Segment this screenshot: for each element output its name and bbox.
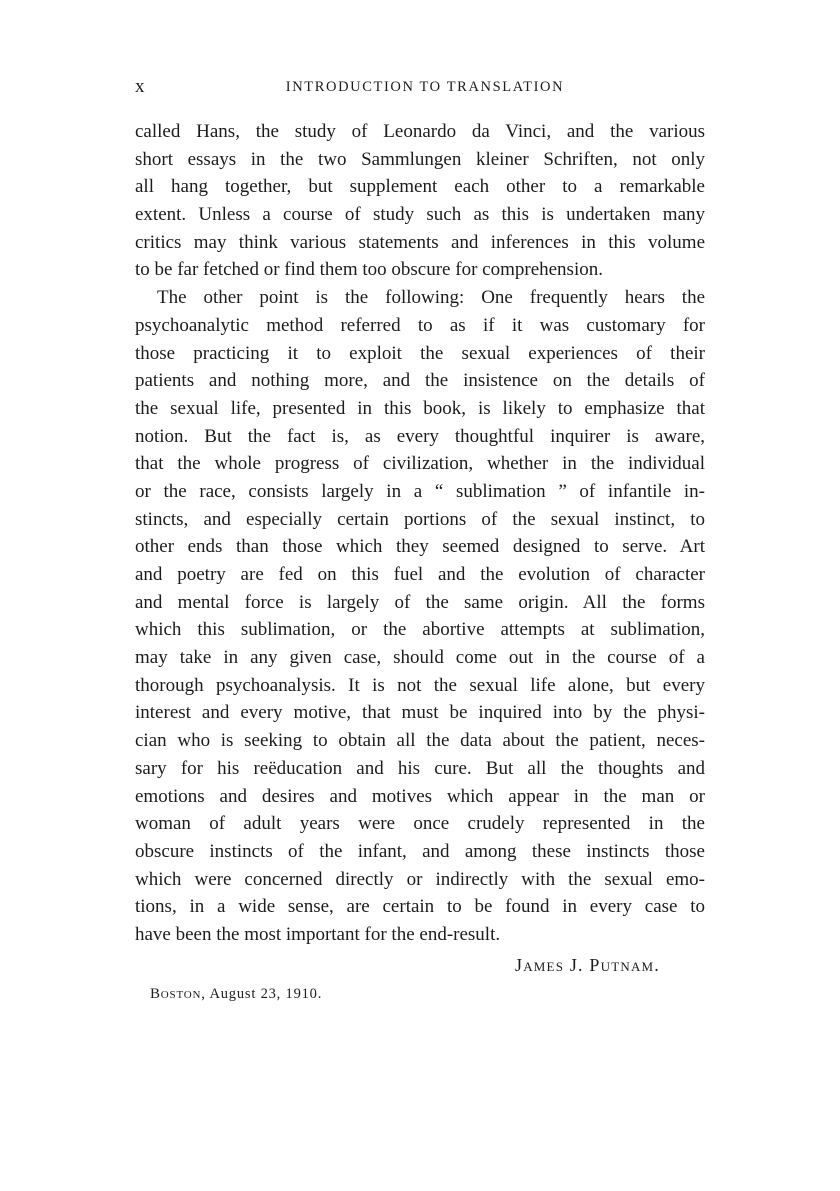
text-line: notion. But the fact is, as every thoughtful inquirer is aware, (135, 425, 705, 447)
text-line: sary for his reëducation and his cure. But all the thoughts and (135, 757, 705, 779)
paragraph-continued (135, 118, 705, 284)
text-line: have been the most important for the end-result. (135, 923, 501, 945)
text-line: which this sublimation, or the abortive attempts at sublimation, (135, 619, 705, 641)
text-line: those practicing it to exploit the sexual experiences of their (135, 342, 705, 364)
text-line: obscure instincts of the infant, and among these instincts those (135, 840, 705, 862)
running-head (135, 76, 705, 98)
paragraph-other-point (135, 284, 705, 949)
body-text (135, 118, 705, 949)
text-line: The other point is the following: One frequently hears the (157, 287, 705, 309)
text-line: interest and every motive, that must be inquired into by the physi- (135, 702, 705, 724)
text-line: stincts, and especially certain portions of the sexual instinct, to (135, 508, 705, 530)
text-line: woman of adult years were once crudely represented in the (135, 813, 705, 835)
page-number: x (135, 76, 146, 97)
text-line: and mental force is largely of the same origin. All the forms (135, 591, 705, 613)
text-line: short essays in the two Sammlungen kleiner Schriften, not only (135, 148, 705, 170)
text-line: patients and nothing more, and the insistence on the details of (135, 370, 705, 392)
author-signature: James J. Putnam. (515, 955, 661, 975)
text-line: that the whole progress of civilization, whether in the individual (135, 453, 705, 475)
text-line: psychoanalytic method referred to as if it was customary for (135, 314, 705, 336)
running-head-title: INTRODUCTION TO TRANSLATION (285, 79, 565, 95)
text-line: tions, in a wide sense, are certain to be found in every case to (135, 896, 705, 918)
text-line: critics may think various statements and inferences in this volume (135, 231, 705, 253)
text-line: all hang together, but supplement each other to a remarkable (135, 176, 705, 198)
text-line: thorough psychoanalysis. It is not the sexual life alone, but every (135, 674, 705, 696)
dateline-date: August 23, 1910. (209, 986, 323, 1002)
text-line: extent. Unless a course of study such as this is undertaken many (135, 204, 705, 226)
text-line: the sexual life, presented in this book, is likely to emphasize that (135, 397, 705, 419)
text-line: may take in any given case, should come out in the course of a (135, 647, 705, 669)
dateline-place: Boston, (150, 986, 206, 1002)
text-line: to be far fetched or find them too obscure for comprehension. (135, 259, 603, 281)
text-line: which were concerned directly or indirectly with the sexual emo- (135, 868, 705, 890)
text-line: other ends than those which they seemed designed to serve. Art (135, 536, 705, 558)
text-line: called Hans, the study of Leonardo da Vinci, and the various (135, 121, 705, 142)
text-line: emotions and desires and motives which appear in the man or (135, 785, 705, 807)
text-line: or the race, consists largely in a “ sublimation ” of infantile in- (135, 480, 705, 502)
text-line: and poetry are fed on this fuel and the evolution of character (135, 564, 705, 585)
text-line: cian who is seeking to obtain all the data about the patient, neces- (135, 730, 705, 752)
dateline (150, 986, 322, 1003)
